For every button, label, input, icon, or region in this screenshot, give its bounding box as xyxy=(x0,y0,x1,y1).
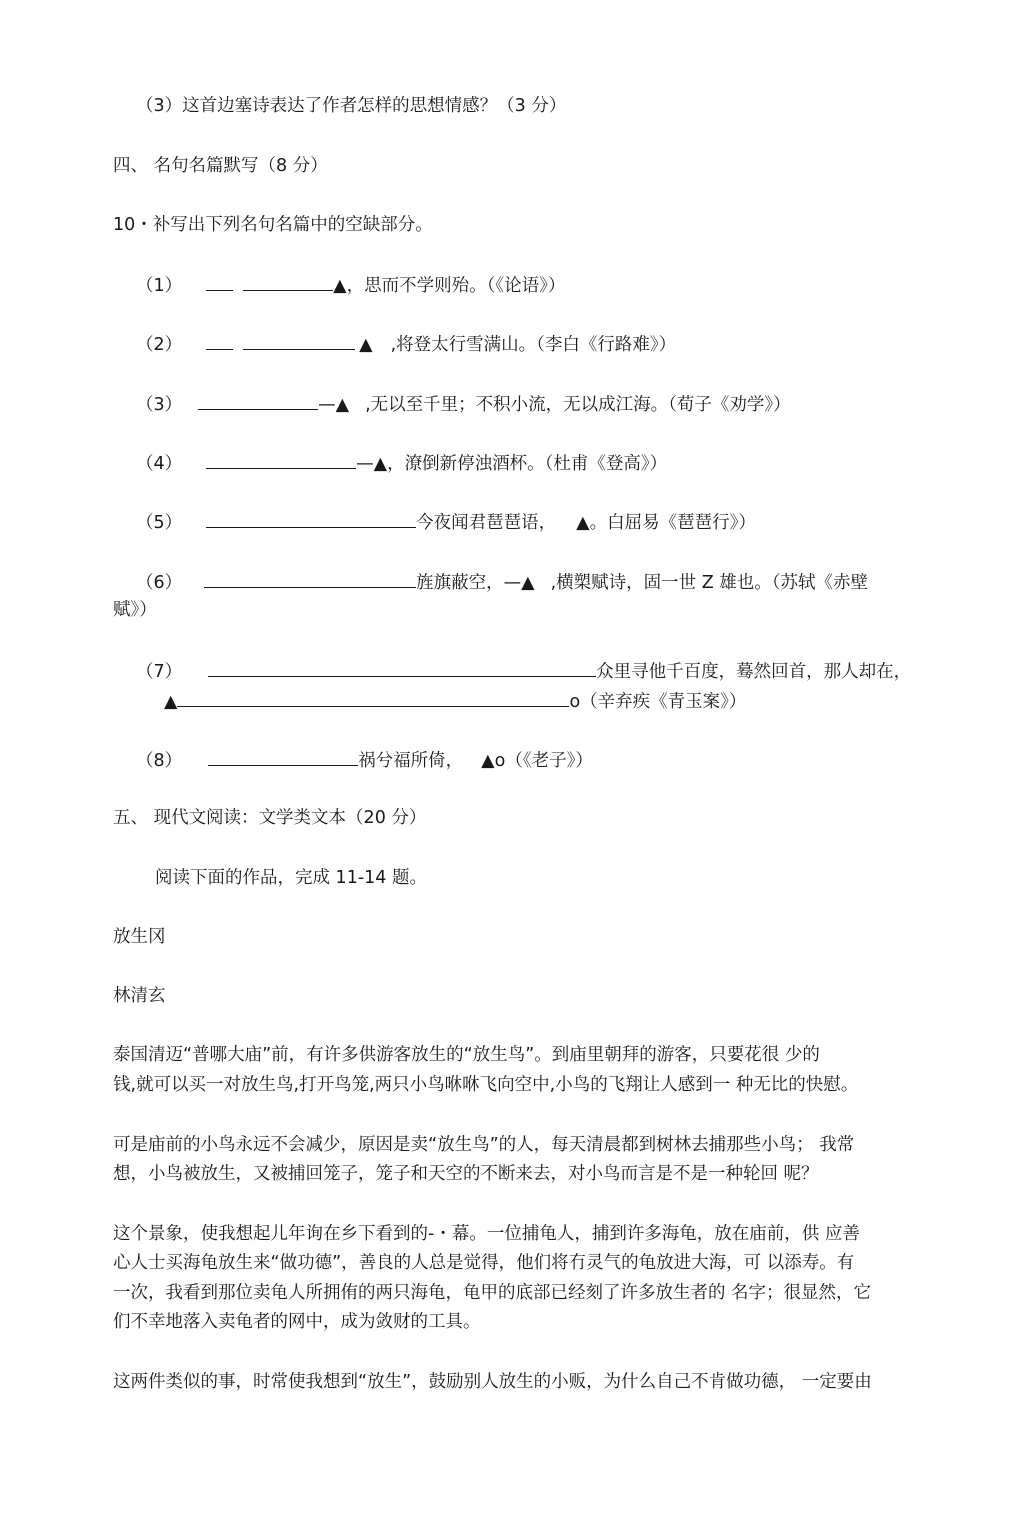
blank-line xyxy=(198,391,318,410)
blank-line xyxy=(208,747,358,766)
triangle-marker: ▲ xyxy=(164,692,178,712)
item-number: （5） xyxy=(136,513,183,533)
fill-item-1 xyxy=(136,272,565,298)
fill-item-6 xyxy=(136,569,868,595)
blank-line xyxy=(204,569,416,588)
paragraph-3-line-1: 这个景象，使我想起儿年询在乡下看到的-・幕。一位捕龟人，捕到许多海龟，放在庙前，供 应善 xyxy=(113,1224,860,1244)
blank-line xyxy=(208,658,596,677)
article-title: 放生冈 xyxy=(113,927,166,947)
fill-item-7 xyxy=(136,658,911,684)
paragraph-3-line-2: 心人士买海龟放生来“做功德”，善良的人总是觉得，他们将冇灵气的龟放进大海，可 以添寿。有 xyxy=(113,1253,855,1273)
fill-item-5 xyxy=(136,509,756,535)
blank-line xyxy=(243,331,355,350)
verse-text: 祸兮福所倚， xyxy=(358,751,464,771)
item-number: （2） xyxy=(136,335,183,355)
paragraph-2-line-2: 想，小鸟被放生，又被捕回笼子，笼子和天空的不断来去，对小鸟而言是不是一种轮回 呢？ xyxy=(113,1164,819,1184)
blank-line xyxy=(206,509,416,528)
verse-text: 今夜闻君琶琶语， xyxy=(416,513,557,533)
dash: — xyxy=(356,454,374,474)
paragraph-1-line-2: 钱,就可以买一对放生鸟,打开鸟笼,两只小鸟咻咻飞向空中,小鸟的飞翔让人感到一 种无比的快慰。 xyxy=(113,1075,859,1095)
triangle-marker: ▲ xyxy=(521,573,535,593)
triangle-marker: ▲ xyxy=(335,395,350,415)
item-number: （1） xyxy=(136,276,183,296)
fill-item-8 xyxy=(136,747,593,773)
verse-text: ,将登太行雪满山。（李白《行路难》） xyxy=(390,335,677,355)
verse-text: o（《老子》） xyxy=(494,751,593,771)
blank-line xyxy=(177,688,569,707)
paragraph-3-line-3: 一次，我看到那位卖龟人所拥侑的两只海龟，龟甲的底部已经刻了许多放生者的 名字；很显然，它 xyxy=(113,1283,872,1303)
paragraph-3-line-4: 们不幸地落入卖龟者的网中，成为敛财的工具。 xyxy=(113,1312,481,1332)
verse-text: 旌旗蔽空，— xyxy=(416,573,522,593)
blank-line xyxy=(206,450,356,469)
paragraph-4-line-1: 这两件类似的事，时常使我想到“放生”，鼓励别人放生的小贩，为什么自己不肯做功德， 一定要由 xyxy=(113,1372,872,1392)
verse-text: ，潦倒新停浊酒杯。（杜甫《登高》） xyxy=(387,454,668,474)
blank-line xyxy=(206,331,233,350)
paragraph-2-line-1: 可是庙前的小鸟永远不会减少，原因是卖“放生鸟”的人，每天清晨都到树林去捕那些小鸟； 我常 xyxy=(113,1135,855,1155)
triangle-marker: ▲ xyxy=(373,454,388,474)
fill-item-6-continuation: 赋》） xyxy=(113,600,157,620)
question-10: 10・补写出下列名句名篇中的空缺部分。 xyxy=(113,215,433,235)
item-number: （6） xyxy=(136,573,183,593)
verse-text: o（辛弃疾《青玉案》） xyxy=(569,692,747,712)
question-3: （3）这首边塞诗表达了作者怎样的思想情感？（3 分） xyxy=(136,96,567,116)
dash: — xyxy=(318,395,336,415)
blank-line xyxy=(243,272,333,291)
verse-text: 众里寻他千百度，蓦然回首，那人却在， xyxy=(596,662,912,682)
triangle-marker: ▲ xyxy=(359,335,373,355)
fill-item-3 xyxy=(136,391,791,417)
verse-text: ,横槊赋诗，固一世 Z 雄也。（苏轼《赤壁 xyxy=(550,573,869,593)
item-number: （4） xyxy=(136,454,183,474)
fill-item-7-continuation xyxy=(164,688,746,714)
triangle-marker: ▲ xyxy=(481,751,495,771)
article-author: 林清玄 xyxy=(113,986,166,1006)
verse-text: ,无以至千里；不积小流，无以成江海。（荀子《劝学》） xyxy=(365,395,791,415)
triangle-marker: ▲ xyxy=(333,276,347,296)
blank-line xyxy=(206,272,233,291)
verse-text: ，思而不学则殆。（《论语》） xyxy=(346,276,566,296)
section-5-heading: 五、 现代文阅读：文学类文本（20 分） xyxy=(113,808,427,828)
item-number: （3） xyxy=(136,395,183,415)
reading-instruction: 阅读下面的作品，完成 11-14 题。 xyxy=(155,868,427,888)
item-number: （7） xyxy=(136,662,183,682)
triangle-marker: ▲ xyxy=(576,513,590,533)
item-number: （8） xyxy=(136,751,183,771)
fill-item-4 xyxy=(136,450,667,476)
verse-text: 。白屈易《琶琶行》） xyxy=(589,513,756,533)
paragraph-1-line-1: 泰国清迈“普哪大庙”前，有许多供游客放生的“放生鸟”。到庙里朝拜的游客，只要花很 少的 xyxy=(113,1045,820,1065)
section-4-heading: 四、 名句名篇默写（8 分） xyxy=(113,156,328,176)
fill-item-2 xyxy=(136,331,676,357)
